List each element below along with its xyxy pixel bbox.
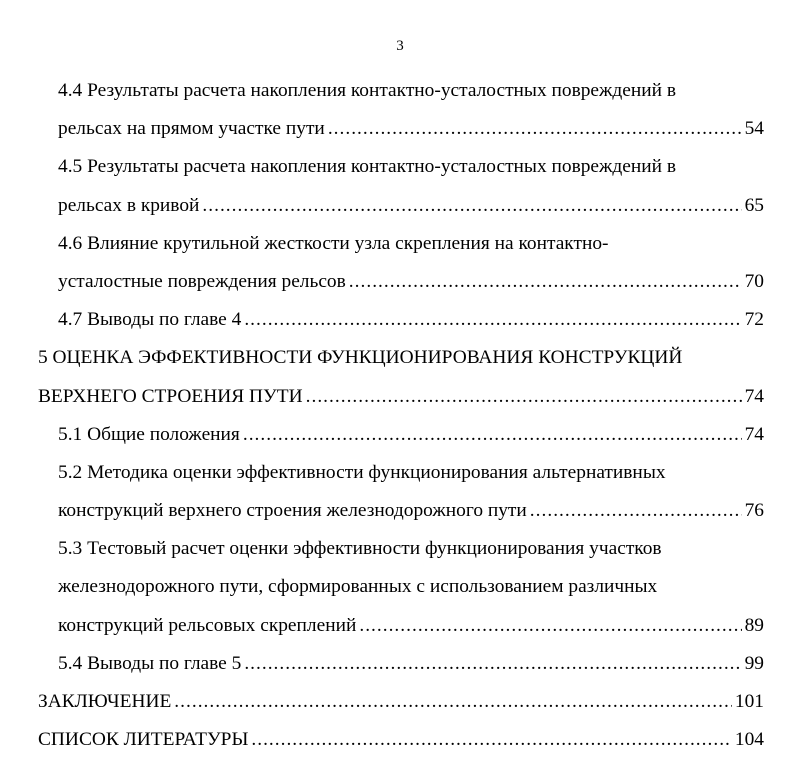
toc-entry-text: конструкций рельсовых скреплений: [58, 614, 357, 636]
dot-leader: [243, 416, 742, 454]
toc-entry-text: СПИСОК ЛИТЕРАТУРЫ: [38, 729, 249, 751]
toc-page-number: 74: [744, 385, 764, 407]
dot-leader: [359, 607, 741, 645]
toc-entry-5-1: [38, 416, 764, 454]
table-of-contents: [38, 72, 764, 759]
toc-entry-4-5: [38, 148, 764, 224]
toc-page-number: 74: [744, 423, 764, 445]
toc-entry-text: 5 ОЦЕНКА ЭФФЕКТИВНОСТИ ФУНКЦИОНИРОВАНИЯ КОНСТРУКЦИЙ: [38, 347, 683, 369]
dot-leader: [244, 645, 741, 683]
toc-entry-text: усталостные повреждения рельсов: [58, 270, 346, 292]
toc-entry-text: ВЕРХНЕГО СТРОЕНИЯ ПУТИ: [38, 385, 303, 407]
dot-leader: [349, 263, 742, 301]
toc-page-number: 99: [744, 652, 764, 674]
toc-references: [38, 721, 764, 759]
toc-page-number: 104: [734, 729, 764, 751]
dot-leader: [306, 378, 742, 416]
toc-page-number: 54: [744, 118, 764, 140]
dot-leader: [174, 683, 732, 721]
toc-page-number: 72: [744, 309, 764, 331]
dot-leader: [328, 110, 742, 148]
dot-leader: [530, 492, 742, 530]
toc-entry-text: 4.4 Результаты расчета накопления контактно-усталостных повреждений в: [58, 80, 677, 101]
toc-entry-text: 5.3 Тестовый расчет оценки эффективности функционирования участков: [58, 538, 662, 560]
toc-entry-text: конструкций верхнего строения железнодорожного пути: [58, 500, 527, 522]
toc-entry-4-4: [38, 72, 764, 148]
toc-entry-text: ЗАКЛЮЧЕНИЕ: [38, 691, 172, 712]
toc-entry-text: 4.6 Влияние крутильной жесткости узла скрепления на контактно-: [58, 232, 609, 254]
page-number: 3: [396, 38, 404, 54]
toc-page-number: 101: [734, 691, 764, 712]
dot-leader: [244, 301, 741, 339]
toc-entry-5-3: [38, 530, 764, 645]
toc-page-number: 65: [744, 194, 764, 216]
toc-entry-4-7: [38, 301, 764, 339]
toc-entry-text: 4.7 Выводы по главе 4: [58, 309, 242, 331]
toc-page-number: 89: [744, 614, 764, 636]
toc-entry-text: железнодорожного пути, сформированных с использованием различных: [58, 576, 658, 598]
dot-leader: [251, 721, 732, 759]
toc-page-number: 76: [744, 500, 764, 522]
toc-conclusion: [38, 683, 764, 721]
dot-leader: [202, 187, 741, 225]
toc-entry-text: 5.2 Методика оценки эффективности функционирования альтернативных: [58, 461, 666, 483]
toc-page-number: 70: [744, 270, 764, 292]
toc-entry-5-4: [38, 645, 764, 683]
toc-entry-4-6: [38, 225, 764, 301]
toc-entry-text: 4.5 Результаты расчета накопления контактно-усталостных повреждений в: [58, 156, 677, 178]
toc-entry-text: рельсах на прямом участке пути: [58, 118, 325, 140]
toc-entry-5-2: [38, 454, 764, 530]
toc-chapter-5: [38, 339, 764, 415]
toc-entry-text: 5.4 Выводы по главе 5: [58, 652, 242, 674]
toc-entry-text: 5.1 Общие положения: [58, 423, 240, 445]
toc-entry-text: рельсах в кривой: [58, 194, 200, 216]
